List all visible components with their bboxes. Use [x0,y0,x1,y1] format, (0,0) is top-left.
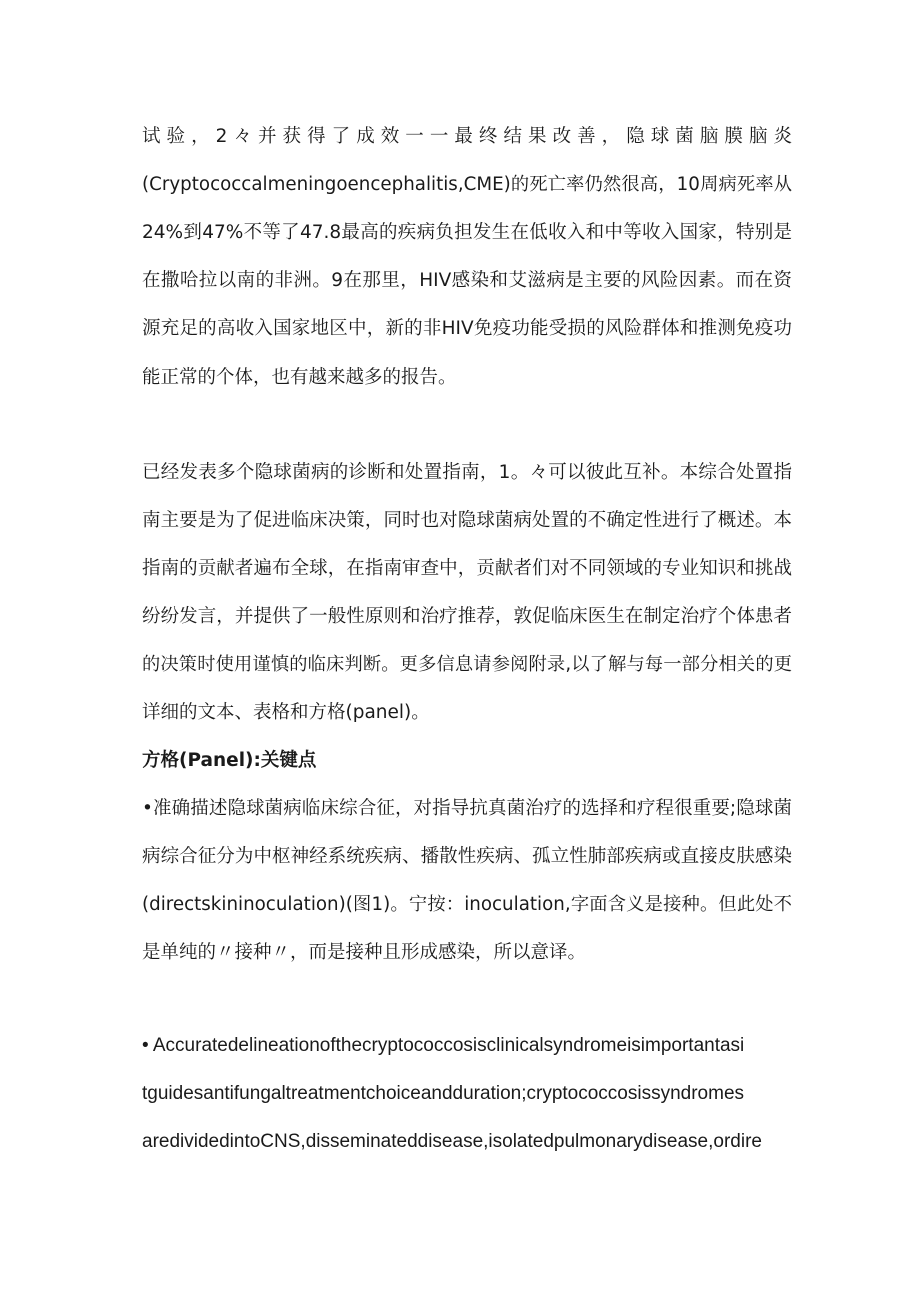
paragraph-2-line-1: 已经发表多个隐球菌病的诊断和处置指南，1。々可以彼此互补。本综合处置指 [142,462,792,483]
paragraph-3-line-4: 是单纯的〃接种〃，而是接种且形成感染，所以意译。 [142,942,587,963]
paragraph-2-line-5: 的决策时使用谨慎的临床判断。更多信息请参阅附录,以了解与每一部分相关的更 [142,654,792,675]
paragraph-1-line-1: 试验，2々并获得了成效一一最终结果改善，隐球菌脑膜脑炎 [142,126,792,147]
paragraph-2-line-4: 纷纷发言，并提供了一般性原则和治疗推荐，敦促临床医生在制定治疗个体患者 [142,606,792,627]
paragraph-3-line-2: 病综合征分为中枢神经系统疾病、播散性疾病、孤立性肺部疾病或直接皮肤感染 [142,846,792,867]
paragraph-2-line-2: 南主要是为了促进临床决策，同时也对隐球菌病处置的不确定性进行了概述。本 [142,510,792,531]
paragraph-2-line-3: 指南的贡献者遍布全球，在指南审查中，贡献者们对不同领域的专业知识和挑战 [142,558,792,579]
paragraph-1-line-4: 在撒哈拉以南的非洲。9在那里，HIV感染和艾滋病是主要的风险因素。而在资 [142,270,792,291]
paragraph-4-line-1: • Accuratedelineationofthecryptococcosisclinicalsyndromeisimportantasi [142,1035,745,1056]
paragraph-1-line-3: 24%到47%不等了47.8最高的疾病负担发生在低收入和中等收入国家，特别是 [142,222,792,243]
paragraph-3-line-1: •准确描述隐球菌病临床综合征，对指导抗真菌治疗的选择和疗程很重要;隐球菌 [142,798,792,819]
panel-heading: 方格(Panel):关键点 [142,750,317,771]
paragraph-1-line-5: 源充足的高收入国家地区中，新的非HIV免疫功能受损的风险群体和推测免疫功 [142,318,792,339]
paragraph-1-line-6: 能正常的个体，也有越来越多的报告。 [142,367,457,388]
paragraph-4-line-2: tguidesantifungaltreatmentchoiceandduration;cryptococcosissyndromes [142,1083,745,1104]
paragraph-2-line-6: 详细的文本、表格和方格(panel)。 [142,702,430,723]
paragraph-4-line-3: aredividedintoCNS,disseminateddisease,isolatedpulmonarydisease,ordire [142,1131,762,1152]
paragraph-3-line-3: (directskininoculation)(图1)。宁按：inoculation,字面含义是接种。但此处不 [142,894,792,915]
paragraph-1-line-2: (Cryptococcalmeningoencephalitis,CME)的死亡率仍然很高，10周病死率从 [142,174,792,195]
